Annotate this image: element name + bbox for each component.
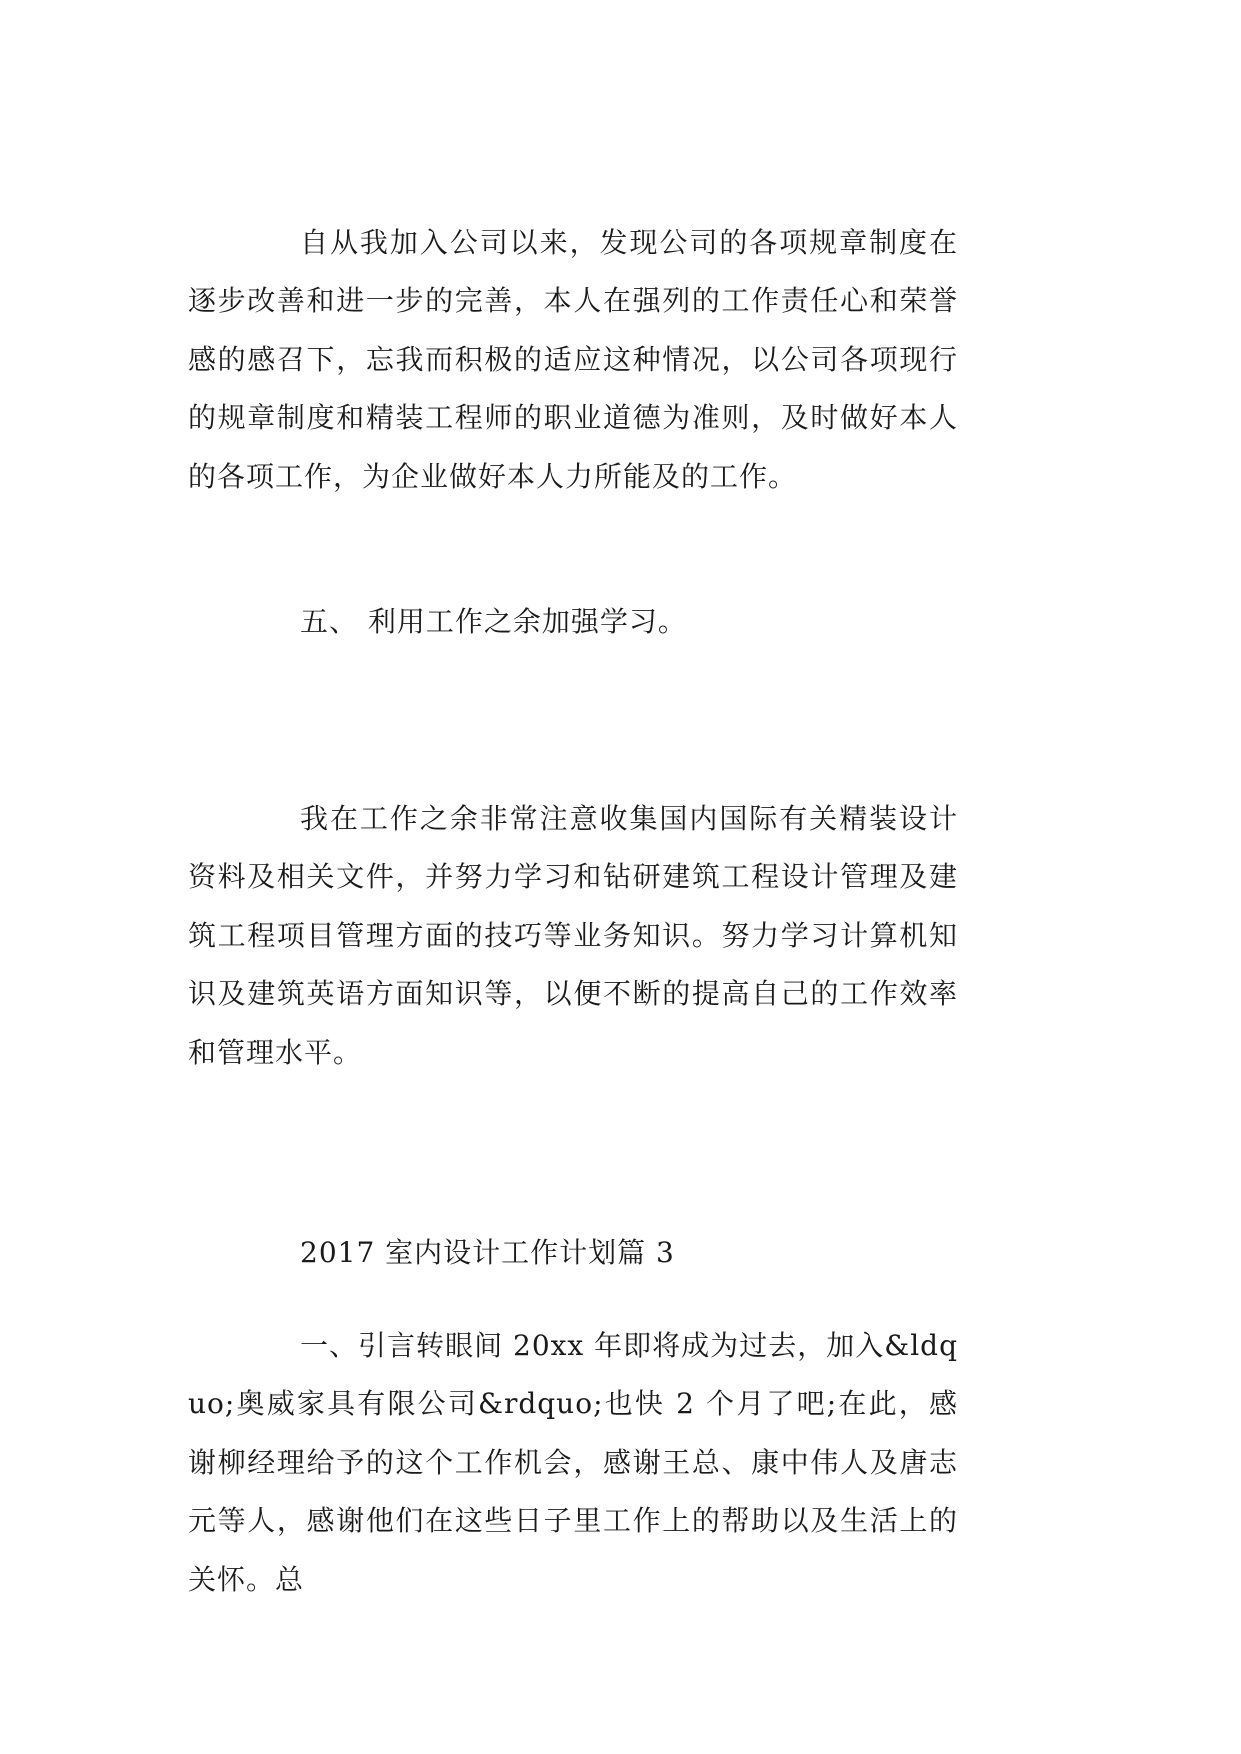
document-page: [188, 0, 958, 1754]
paragraph-joining-company: 自从我加入公司以来，发现公司的各项规章制度在逐步改善和进一步的完善，本人在强列的工作责任心和荣誉感的感召下，忘我而积极的适应这种情况，以公司各项现行的规章制度和精装工程师的职业道德为准则，及时做好本人的各项工作，为企业做好本人力所能及的工作。: [188, 226, 958, 493]
section-heading-study: 五、 利用工作之余加强学习。: [300, 605, 687, 638]
paragraph-study-after-work: 我在工作之余非常注意收集国内国际有关精装设计资料及相关文件，并努力学习和钻研建筑工程设计管理及建筑工程项目管理方面的技巧等业务知识。努力学习计算机知识及建筑英语方面知识等，以便不断的提高自己的工作效率和管理水平。: [188, 802, 958, 1069]
paragraph-introduction: 一、引言转眼间 20xx 年即将成为过去，加入&ldquo;奥威家具有限公司&rdquo;也快 2 个月了吧;在此，感谢柳经理给予的这个工作机会，感谢王总、康中伟人及唐志元等人，感谢他们在这些日子里工作上的帮助以及生活上的关怀。总: [188, 1329, 958, 1596]
section-title-plan: 2017 室内设计工作计划篇 3: [300, 1236, 675, 1269]
